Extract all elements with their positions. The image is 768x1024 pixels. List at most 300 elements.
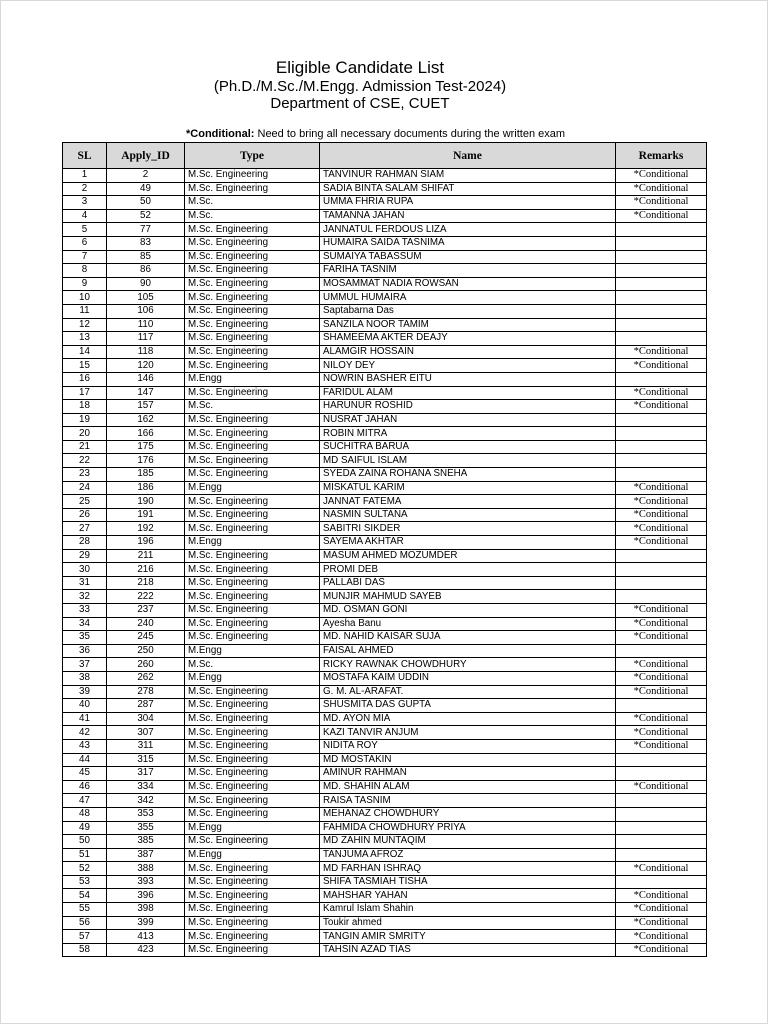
apply-id-cell: 304 [107,712,185,726]
type-cell: M.Sc. Engineering [185,454,320,468]
apply-id-cell: 307 [107,726,185,740]
remarks-cell [616,236,707,250]
name-cell: SYEDA ZAINA ROHANA SNEHA [320,468,616,482]
type-cell: M.Sc. Engineering [185,563,320,577]
name-cell: MD. NAHID KAISAR SUJA [320,631,616,645]
name-cell: SHUSMITA DAS GUPTA [320,699,616,713]
type-cell: M.Sc. [185,209,320,223]
apply-id-cell: 334 [107,780,185,794]
remarks-cell [616,332,707,346]
remarks-cell [616,440,707,454]
table-row [63,386,707,400]
conditional-note-text: Need to bring all necessary documents during the written exam [254,128,566,140]
apply-id-cell: 355 [107,821,185,835]
sl-cell: 24 [63,481,107,495]
apply-id-cell: 260 [107,658,185,672]
table-row [63,903,707,917]
table-row [63,631,707,645]
sl-cell: 3 [63,196,107,210]
remarks-cell: *Conditional [616,169,707,183]
name-cell: SAYEMA AKHTAR [320,536,616,550]
apply-id-cell: 250 [107,644,185,658]
name-cell: MAHSHAR YAHAN [320,889,616,903]
type-cell: M.Sc. Engineering [185,427,320,441]
type-cell: M.Sc. Engineering [185,835,320,849]
sl-cell: 25 [63,495,107,509]
type-cell: M.Engg [185,671,320,685]
type-cell: M.Sc. Engineering [185,304,320,318]
table-row [63,875,707,889]
remarks-cell [616,454,707,468]
apply-id-cell: 118 [107,345,185,359]
type-cell: M.Engg [185,821,320,835]
apply-id-cell: 287 [107,699,185,713]
name-cell: NASMIN SULTANA [320,508,616,522]
remarks-cell [616,875,707,889]
table-row [63,196,707,210]
name-cell: NIDITA ROY [320,739,616,753]
sl-cell: 57 [63,930,107,944]
table-row [63,400,707,414]
apply-id-cell: 342 [107,794,185,808]
sl-cell: 23 [63,468,107,482]
type-cell: M.Sc. Engineering [185,291,320,305]
remarks-cell: *Conditional [616,359,707,373]
candidate-table [62,142,707,957]
name-cell: PROMI DEB [320,563,616,577]
remarks-cell [616,644,707,658]
sl-cell: 13 [63,332,107,346]
name-cell: NUSRAT JAHAN [320,413,616,427]
remarks-cell [616,753,707,767]
table-row [63,291,707,305]
remarks-cell [616,291,707,305]
apply-id-cell: 399 [107,916,185,930]
table-row [63,780,707,794]
apply-id-cell: 175 [107,440,185,454]
remarks-cell: *Conditional [616,780,707,794]
table-row [63,848,707,862]
remarks-cell: *Conditional [616,386,707,400]
table-row [63,223,707,237]
remarks-cell: *Conditional [616,685,707,699]
type-cell: M.Sc. Engineering [185,236,320,250]
type-cell: M.Sc. Engineering [185,182,320,196]
type-cell: M.Sc. Engineering [185,604,320,618]
type-cell: M.Sc. Engineering [185,889,320,903]
name-cell: Saptabarna Das [320,304,616,318]
remarks-cell: *Conditional [616,903,707,917]
sl-cell: 12 [63,318,107,332]
type-cell: M.Sc. Engineering [185,413,320,427]
remarks-cell [616,835,707,849]
apply-id-cell: 186 [107,481,185,495]
table-row [63,644,707,658]
remarks-cell [616,767,707,781]
apply-id-cell: 191 [107,508,185,522]
apply-id-cell: 192 [107,522,185,536]
type-cell: M.Sc. Engineering [185,549,320,563]
table-row [63,943,707,957]
remarks-cell: *Conditional [616,209,707,223]
remarks-cell: *Conditional [616,604,707,618]
sl-cell: 55 [63,903,107,917]
apply-id-cell: 315 [107,753,185,767]
table-row [63,835,707,849]
type-cell: M.Sc. Engineering [185,780,320,794]
apply-id-cell: 86 [107,264,185,278]
sl-cell: 30 [63,563,107,577]
type-cell: M.Sc. Engineering [185,264,320,278]
name-cell: MD MOSTAKIN [320,753,616,767]
sl-cell: 6 [63,236,107,250]
type-cell: M.Sc. Engineering [185,631,320,645]
remarks-cell [616,427,707,441]
table-row [63,182,707,196]
apply-id-cell: 196 [107,536,185,550]
sl-cell: 38 [63,671,107,685]
type-cell: M.Sc. Engineering [185,440,320,454]
sl-cell: 20 [63,427,107,441]
table-row [63,264,707,278]
remarks-cell: *Conditional [616,617,707,631]
apply-id-cell: 110 [107,318,185,332]
table-row [63,495,707,509]
name-cell: RAISA TASNIM [320,794,616,808]
remarks-cell: *Conditional [616,536,707,550]
type-cell: M.Engg [185,536,320,550]
document-title: Eligible Candidate List [275,58,445,77]
type-cell: M.Sc. Engineering [185,576,320,590]
name-cell: Kamrul Islam Shahin [320,903,616,917]
table-row [63,671,707,685]
type-cell: M.Engg [185,372,320,386]
sl-cell: 52 [63,862,107,876]
apply-id-cell: 49 [107,182,185,196]
type-cell: M.Sc. Engineering [185,807,320,821]
table-row [63,794,707,808]
table-row [63,590,707,604]
type-cell: M.Engg [185,848,320,862]
table-row [63,916,707,930]
type-cell: M.Sc. [185,658,320,672]
apply-id-cell: 52 [107,209,185,223]
apply-id-cell: 117 [107,332,185,346]
sl-cell: 15 [63,359,107,373]
type-cell: M.Sc. Engineering [185,903,320,917]
remarks-cell: *Conditional [616,916,707,930]
sl-cell: 27 [63,522,107,536]
name-cell: FAISAL AHMED [320,644,616,658]
remarks-cell [616,576,707,590]
document-subtitle: (Ph.D./M.Sc./M.Engg. Admission Test-2024) [213,78,507,95]
name-cell: KAZI TANVIR ANJUM [320,726,616,740]
apply-id-cell: 105 [107,291,185,305]
table-row [63,427,707,441]
apply-id-cell: 85 [107,250,185,264]
sl-cell: 22 [63,454,107,468]
sl-cell: 53 [63,875,107,889]
sl-cell: 50 [63,835,107,849]
remarks-cell [616,223,707,237]
name-cell: SADIA BINTA SALAM SHIFAT [320,182,616,196]
table-row [63,821,707,835]
apply-id-cell: 166 [107,427,185,441]
type-cell: M.Engg [185,481,320,495]
name-cell: UMMA FHRIA RUPA [320,196,616,210]
type-cell: M.Sc. Engineering [185,862,320,876]
column-header-remarks: Remarks [616,143,707,169]
name-cell: FAHMIDA CHOWDHURY PRIYA [320,821,616,835]
name-cell: JANNATUL FERDOUS LIZA [320,223,616,237]
type-cell: M.Sc. Engineering [185,318,320,332]
name-cell: SABITRI SIKDER [320,522,616,536]
table-row [63,658,707,672]
apply-id-cell: 262 [107,671,185,685]
remarks-cell: *Conditional [616,889,707,903]
apply-id-cell: 317 [107,767,185,781]
remarks-cell [616,264,707,278]
sl-cell: 17 [63,386,107,400]
column-header-apply-id: Apply_ID [107,143,185,169]
type-cell: M.Sc. Engineering [185,916,320,930]
sl-cell: 51 [63,848,107,862]
type-cell: M.Sc. Engineering [185,386,320,400]
type-cell: M.Sc. Engineering [185,169,320,183]
department-name: Department of CSE, CUET [270,95,450,112]
apply-id-cell: 77 [107,223,185,237]
table-row [63,767,707,781]
apply-id-cell: 413 [107,930,185,944]
name-cell: SHAMEEMA AKTER DEAJY [320,332,616,346]
remarks-cell [616,304,707,318]
apply-id-cell: 398 [107,903,185,917]
name-cell: MISKATUL KARIM [320,481,616,495]
sl-cell: 9 [63,277,107,291]
remarks-cell: *Conditional [616,658,707,672]
name-cell: MUNJIR MAHMUD SAYEB [320,590,616,604]
name-cell: NILOY DEY [320,359,616,373]
remarks-cell: *Conditional [616,712,707,726]
table-row [63,739,707,753]
type-cell: M.Sc. Engineering [185,468,320,482]
sl-cell: 7 [63,250,107,264]
remarks-cell: *Conditional [616,739,707,753]
table-row [63,332,707,346]
name-cell: MD ZAHIN MUNTAQIM [320,835,616,849]
name-cell: MD SAIFUL ISLAM [320,454,616,468]
apply-id-cell: 393 [107,875,185,889]
type-cell: M.Sc. Engineering [185,712,320,726]
name-cell: ALAMGIR HOSSAIN [320,345,616,359]
sl-cell: 39 [63,685,107,699]
type-cell: M.Sc. Engineering [185,332,320,346]
name-cell: G. M. AL-ARAFAT. [320,685,616,699]
sl-cell: 26 [63,508,107,522]
name-cell: TAHSIN AZAD TIAS [320,943,616,957]
type-cell: M.Sc. Engineering [185,753,320,767]
name-cell: MOSAMMAT NADIA ROWSAN [320,277,616,291]
type-cell: M.Sc. Engineering [185,739,320,753]
type-cell: M.Sc. Engineering [185,617,320,631]
remarks-cell: *Conditional [616,930,707,944]
name-cell: RICKY RAWNAK CHOWDHURY [320,658,616,672]
apply-id-cell: 157 [107,400,185,414]
apply-id-cell: 83 [107,236,185,250]
name-cell: HARUNUR ROSHID [320,400,616,414]
table-row [63,930,707,944]
sl-cell: 18 [63,400,107,414]
type-cell: M.Sc. Engineering [185,250,320,264]
remarks-cell [616,699,707,713]
name-cell: FARIDUL ALAM [320,386,616,400]
type-cell: M.Sc. Engineering [185,508,320,522]
name-cell: FARIHA TASNIM [320,264,616,278]
name-cell: MEHANAZ CHOWDHURY [320,807,616,821]
table-row [63,236,707,250]
sl-cell: 10 [63,291,107,305]
name-cell: MASUM AHMED MOZUMDER [320,549,616,563]
remarks-cell: *Conditional [616,182,707,196]
table-row [63,277,707,291]
name-cell: JANNAT FATEMA [320,495,616,509]
apply-id-cell: 2 [107,169,185,183]
sl-cell: 49 [63,821,107,835]
remarks-cell [616,549,707,563]
name-cell: SUMAIYA TABASSUM [320,250,616,264]
sl-cell: 40 [63,699,107,713]
sl-cell: 45 [63,767,107,781]
table-row [63,372,707,386]
apply-id-cell: 278 [107,685,185,699]
type-cell: M.Sc. Engineering [185,223,320,237]
name-cell: MD. SHAHIN ALAM [320,780,616,794]
table-row [63,318,707,332]
apply-id-cell: 245 [107,631,185,645]
apply-id-cell: 387 [107,848,185,862]
name-cell: PALLABI DAS [320,576,616,590]
remarks-cell: *Conditional [616,495,707,509]
name-cell: Toukir ahmed [320,916,616,930]
name-cell: SHIFA TASMIAH TISHA [320,875,616,889]
sl-cell: 14 [63,345,107,359]
apply-id-cell: 211 [107,549,185,563]
sl-cell: 44 [63,753,107,767]
remarks-cell: *Conditional [616,726,707,740]
name-cell: ROBIN MITRA [320,427,616,441]
sl-cell: 8 [63,264,107,278]
name-cell: HUMAIRA SAIDA TASNIMA [320,236,616,250]
name-cell: SANZILA NOOR TAMIM [320,318,616,332]
table-row [63,522,707,536]
apply-id-cell: 185 [107,468,185,482]
remarks-cell [616,318,707,332]
table-row [63,549,707,563]
remarks-cell: *Conditional [616,481,707,495]
table-row [63,250,707,264]
type-cell: M.Sc. Engineering [185,522,320,536]
sl-cell: 11 [63,304,107,318]
apply-id-cell: 388 [107,862,185,876]
table-row [63,807,707,821]
table-row [63,576,707,590]
table-row [63,617,707,631]
remarks-cell [616,413,707,427]
remarks-cell [616,468,707,482]
type-cell: M.Sc. Engineering [185,590,320,604]
type-cell: M.Sc. Engineering [185,726,320,740]
apply-id-cell: 162 [107,413,185,427]
table-row [63,604,707,618]
table-row [63,685,707,699]
remarks-cell [616,372,707,386]
table-row [63,712,707,726]
column-header-sl: SL [63,143,107,169]
sl-cell: 31 [63,576,107,590]
table-row [63,481,707,495]
type-cell: M.Sc. [185,400,320,414]
type-cell: M.Sc. [185,196,320,210]
apply-id-cell: 218 [107,576,185,590]
table-row [63,508,707,522]
document-header [0,58,720,112]
type-cell: M.Sc. Engineering [185,345,320,359]
remarks-cell [616,590,707,604]
table-row [63,440,707,454]
apply-id-cell: 353 [107,807,185,821]
name-cell: Ayesha Banu [320,617,616,631]
sl-cell: 28 [63,536,107,550]
apply-id-cell: 50 [107,196,185,210]
apply-id-cell: 396 [107,889,185,903]
sl-cell: 5 [63,223,107,237]
name-cell: MOSTAFA KAIM UDDIN [320,671,616,685]
name-cell: SUCHITRA BARUA [320,440,616,454]
name-cell: MD FARHAN ISHRAQ [320,862,616,876]
remarks-cell [616,794,707,808]
remarks-cell [616,821,707,835]
remarks-cell: *Conditional [616,522,707,536]
apply-id-cell: 385 [107,835,185,849]
remarks-cell [616,277,707,291]
table-row [63,304,707,318]
name-cell: TANVINUR RAHMAN SIAM [320,169,616,183]
table-row [63,454,707,468]
name-cell: TANJUMA AFROZ [320,848,616,862]
type-cell: M.Sc. Engineering [185,794,320,808]
name-cell: MD. OSMAN GONI [320,604,616,618]
apply-id-cell: 176 [107,454,185,468]
table-row [63,563,707,577]
table-row [63,862,707,876]
apply-id-cell: 106 [107,304,185,318]
table-body [63,169,707,957]
apply-id-cell: 190 [107,495,185,509]
table-row [63,536,707,550]
sl-cell: 41 [63,712,107,726]
sl-cell: 16 [63,372,107,386]
remarks-cell: *Conditional [616,508,707,522]
type-cell: M.Sc. Engineering [185,930,320,944]
table-row [63,699,707,713]
remarks-cell [616,250,707,264]
table-row [63,753,707,767]
apply-id-cell: 147 [107,386,185,400]
type-cell: M.Engg [185,644,320,658]
apply-id-cell: 90 [107,277,185,291]
type-cell: M.Sc. Engineering [185,875,320,889]
sl-cell: 32 [63,590,107,604]
